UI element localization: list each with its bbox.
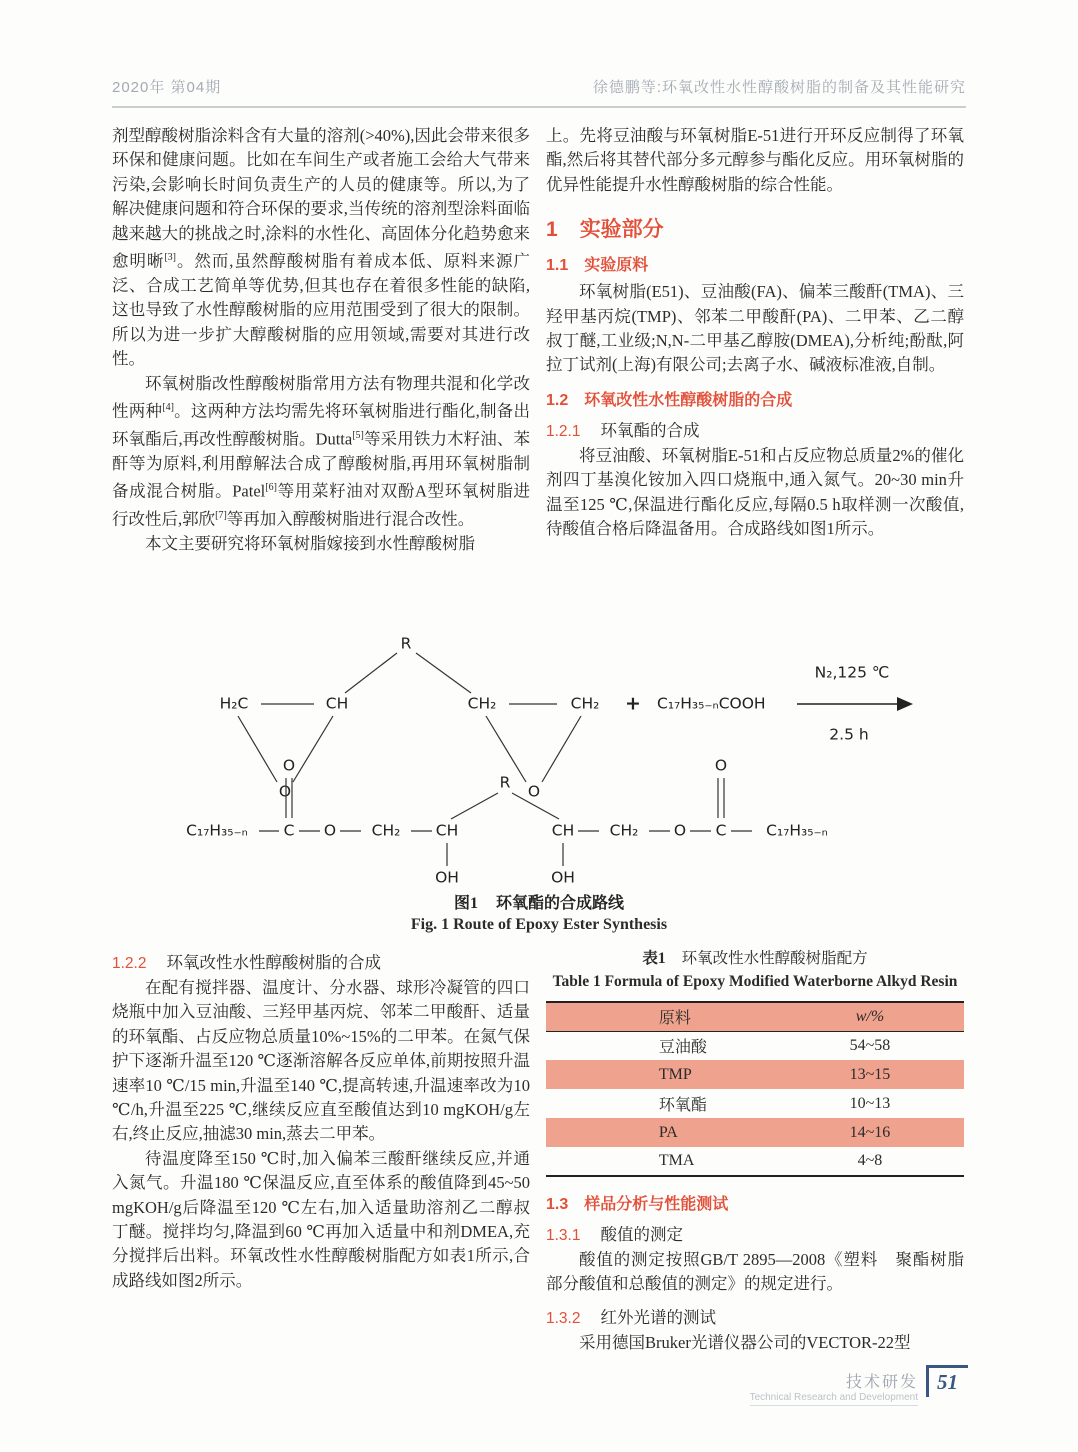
- table-caption-en: Table 1 Formula of Epoxy Modified Waterborne Alkyd Resin: [552, 973, 958, 990]
- table-number: 表1: [642, 950, 666, 967]
- paragraph-text: 酸值的测定按照GB/T 2895—2008《塑料 聚酯树脂 部分酸值和总酸值的测定》的规定进行。: [546, 1250, 981, 1294]
- paragraph: [112, 532, 530, 556]
- atom-label-O: O: [673, 821, 687, 840]
- section-heading-1-2-1: [546, 417, 964, 441]
- paragraph-text: 将豆油酸、环氧树脂E-51和占反应物总质量2%的催化剂四丁基溴化铵加入四口烧瓶中,通入氮气。20~30 min升温至125 ℃,保温进行酯化反应,每隔0.5 h取样测一次酸值,待酸值合格后降温备用。合成路线如图1所示。: [546, 445, 964, 539]
- chain-label: C₁₇H₃₅₋ₙ: [186, 821, 248, 840]
- material-cell: TMA: [658, 1152, 695, 1169]
- section-title: 环氧酯的合成: [600, 420, 700, 440]
- table-row: [546, 1147, 964, 1176]
- paragraph: [546, 444, 964, 542]
- table-row: [546, 1031, 964, 1060]
- section-title: 环氧改性水性醇酸树脂的合成: [166, 953, 381, 972]
- atom-label-CH2: CH₂: [570, 694, 600, 713]
- right-column: [546, 124, 964, 612]
- atom-label-CH: CH: [435, 821, 459, 840]
- paragraph: [546, 124, 964, 197]
- citation-ref: [3]: [164, 252, 177, 264]
- citation-ref: [6]: [265, 482, 277, 494]
- footer-section-en: Technical Research and Development: [750, 1392, 918, 1406]
- page-number-badge: [926, 1365, 968, 1397]
- paragraph: [546, 280, 964, 378]
- reaction-condition-bottom: 2.5 h: [829, 725, 869, 744]
- plus-sign: +: [625, 692, 641, 715]
- left-column: [112, 124, 530, 612]
- paragraph-text: 采用德国Bruker光谱仪器公司的VECTOR-22型: [579, 1332, 911, 1352]
- section-number: 1.2.1: [546, 422, 581, 440]
- paragraph-text: 等采用铁力木籽油、苯酐等为原料,利用醇解法合成了醇酸树脂,再用环氧树脂制备成混合树脂。Patel: [112, 429, 530, 501]
- footer-section-label: [750, 1365, 918, 1406]
- reaction-condition-top: N₂,125 ℃: [814, 663, 890, 682]
- paragraph-text: 。然而,虽然醇酸树脂有着成本低、原料来源广泛、合成工艺简单等优势,但其也存在着很多性能的缺陷,这也导致了水性醇酸树脂的应用范围受到了很大的限制。所以为进一步扩大醇酸树脂的应用领域,需要对其进行改性。: [112, 251, 531, 369]
- atom-label-O: O: [714, 756, 728, 775]
- paragraph-text: 上。先将豆油酸与环氧树脂E-51进行开环反应制得了环氧酯,然后将其替代部分多元醇参与酯化反应。用环氧树脂的优异性能提升水性醇酸树脂的综合性能。: [546, 126, 964, 194]
- section-number: 1.2.2: [112, 955, 147, 972]
- section-title: 红外光谱的测试: [600, 1307, 716, 1327]
- section-number: 1.3.2: [546, 1309, 581, 1327]
- atom-label-O: O: [323, 821, 337, 840]
- paragraph: [546, 1331, 964, 1355]
- running-title: 徐德鹏等:环氧改性水性醇酸树脂的制备及其性能研究: [592, 79, 966, 96]
- atom-label-CH2: CH₂: [609, 821, 639, 840]
- atom-label-O: O: [278, 782, 292, 801]
- section-number: 1.1: [546, 257, 569, 275]
- page-header: [112, 0, 966, 108]
- table-row: [546, 1060, 964, 1089]
- table-row: [546, 1089, 964, 1118]
- page-number: 51: [937, 1370, 958, 1394]
- bottom-left-column: [112, 942, 530, 1355]
- arrowhead: [897, 697, 913, 711]
- atom-label-C: C: [715, 821, 727, 840]
- value-cell: 4~8: [857, 1152, 883, 1169]
- section-title: 酸值的测定: [600, 1225, 683, 1244]
- section-title: 实验部分: [579, 218, 664, 242]
- section-heading-1-1: [546, 252, 964, 275]
- paragraph-text: 等再加入醇酸树脂进行混合改性。: [226, 509, 475, 529]
- citation-ref: [4]: [162, 401, 174, 413]
- section-title: 样品分析与性能测试: [584, 1196, 729, 1213]
- section-heading-1-3-1: [546, 1221, 964, 1245]
- paragraph: [112, 976, 530, 1147]
- column-header: [776, 1002, 964, 1031]
- formula-table: [546, 1001, 964, 1177]
- value-cell: 10~13: [849, 1094, 891, 1112]
- material-cell: TMP: [658, 1065, 692, 1083]
- reaction-scheme: [149, 626, 929, 888]
- table-title: 环氧改性水性醇酸树脂配方: [681, 950, 868, 967]
- table-row: [546, 1118, 964, 1147]
- bottom-right-column: [546, 942, 981, 1355]
- fatty-acid-formula: C₁₇H₃₅₋ₙCOOH: [657, 694, 766, 713]
- paragraph: [112, 372, 530, 532]
- value-cell: 13~15: [849, 1065, 891, 1083]
- atom-label-CH: CH: [551, 821, 575, 840]
- material-cell: PA: [658, 1123, 678, 1141]
- atom-label-OH: OH: [551, 868, 575, 887]
- figure-number: 图1: [453, 895, 478, 912]
- figure-title: 环氧酯的合成路线: [496, 895, 625, 912]
- paragraph-text: 环氧树脂(E51)、豆油酸(FA)、偏苯三酸酐(TMA)、三羟甲基丙烷(TMP)、邻苯二甲酸酐(PA)、二甲苯、乙二醇叔丁醚,工业级;N,N-二甲基乙醇胺(DMEA),分析纯;酚酞,阿拉丁试剂(上海)有限公司;去离子水、碱液标准液,自制。: [546, 282, 964, 375]
- section-heading-1-3-2: [546, 1304, 964, 1328]
- footer-section-zh: 技术研发: [845, 1374, 918, 1391]
- section-title: 环氧改性水性醇酸树脂的合成: [584, 391, 793, 409]
- atom-label-O: O: [527, 782, 541, 801]
- section-title: 实验原料: [584, 257, 649, 275]
- atom-label-C: C: [283, 821, 295, 840]
- paragraph-text: 。这两种方法均需先将环氧树脂进行酯化,制备出环氧酯后,再改性醇酸树脂。Dutta: [112, 401, 531, 449]
- paragraph: [546, 1248, 981, 1297]
- atom-label-CH2: CH₂: [371, 821, 401, 840]
- column-header-label: w/%: [855, 1007, 885, 1025]
- section-heading-1: [546, 213, 964, 243]
- issue-label: 2020年 第04期: [112, 79, 222, 96]
- figure-caption-zh: [112, 890, 966, 913]
- atom-label-R: R: [499, 773, 511, 792]
- atom-label-R: R: [400, 634, 412, 653]
- material-cell: 环氧酯: [658, 1097, 707, 1114]
- column-header: 原料: [658, 1010, 691, 1028]
- atom-label-CH: CH: [325, 694, 349, 713]
- paragraph-text: 剂型醇酸树脂涂料含有大量的溶剂(>40%),因此会带来很多环保和健康问题。比如在车间生产或者施工会给大气带来污染,会影响长时间负责生产的人员的健康等。所以,为了解决健康问题和符合环保的要求,当传统的溶剂型涂料面临越来越大的挑战之时,涂料的水性化、高固体分化趋势愈来愈明晰: [112, 126, 530, 271]
- table-header-row: [546, 1002, 964, 1031]
- atom-label-CH2: CH₂: [467, 694, 497, 713]
- paragraph-text: 在配有搅拌器、温度计、分水器、球形冷凝管的四口烧瓶中加入豆油酸、三羟甲基丙烷、邻苯二甲酸酐、适量的环氧酯、占反应物总质量10%~15%的二甲苯。在氮气保护下逐渐升温至120 ℃逐渐溶解各反应单体,前期按照升温速率10 ℃/15 min,升温至140 ℃,提高转速,升温速率改为10 ℃/h,升温至225 ℃,继续反应直至酸值达到10 mgKOH/g左右,终止反应,抽滤30 min,蒸去二甲苯。: [112, 978, 530, 1144]
- value-cell: 14~16: [849, 1123, 891, 1141]
- paragraph: [112, 1147, 530, 1293]
- paragraph-text: 等用菜籽油对双酚A型环氧树脂进行改性后,郭欣: [112, 481, 531, 529]
- section-number: 1: [546, 218, 558, 242]
- material-cell: 豆油酸: [658, 1039, 707, 1057]
- section-heading-1-2-2: [112, 949, 530, 973]
- paragraph: [112, 124, 530, 372]
- paragraph-text: 本文主要研究将环氧树脂嫁接到水性醇酸树脂: [145, 534, 475, 553]
- section-heading-1-2: [546, 387, 964, 410]
- citation-ref: [7]: [215, 510, 227, 522]
- section-number: 1.2: [546, 391, 569, 409]
- figure-caption-en: Fig. 1 Route of Epoxy Ester Synthesis: [410, 916, 668, 933]
- page-footer: [750, 1365, 968, 1406]
- table-caption-zh: [546, 946, 964, 968]
- figure-1: [112, 626, 966, 934]
- paragraph-text: 待温度降至150 ℃时,加入偏苯三酸酐继续反应,并通入氮气。升温180 ℃保温反应,直至体系的酸值降到45~50 mgKOH/g后降温至120 ℃左右,加入适量助溶剂乙二醇叔丁醚。搅拌均匀,降温到60 ℃再加入适量中和剂DMEA,充分搅拌后出料。环氧改性水性醇酸树脂配方如表1所示,合成路线如图2所示。: [112, 1148, 530, 1290]
- atom-label-OH: OH: [435, 868, 459, 887]
- section-heading-1-3: [546, 1191, 964, 1214]
- section-number: 1.3.1: [546, 1227, 581, 1244]
- atom-label-O: O: [282, 756, 296, 775]
- value-cell: 54~58: [849, 1036, 891, 1054]
- paragraph-text: 环氧树脂改性醇酸树脂常用方法有物理共混和化学改性两种: [112, 373, 530, 421]
- citation-ref: [5]: [352, 429, 364, 441]
- chain-label: C₁₇H₃₅₋ₙ: [766, 821, 828, 840]
- section-number: 1.3: [546, 1196, 569, 1213]
- atom-label-H2C: H₂C: [219, 694, 249, 713]
